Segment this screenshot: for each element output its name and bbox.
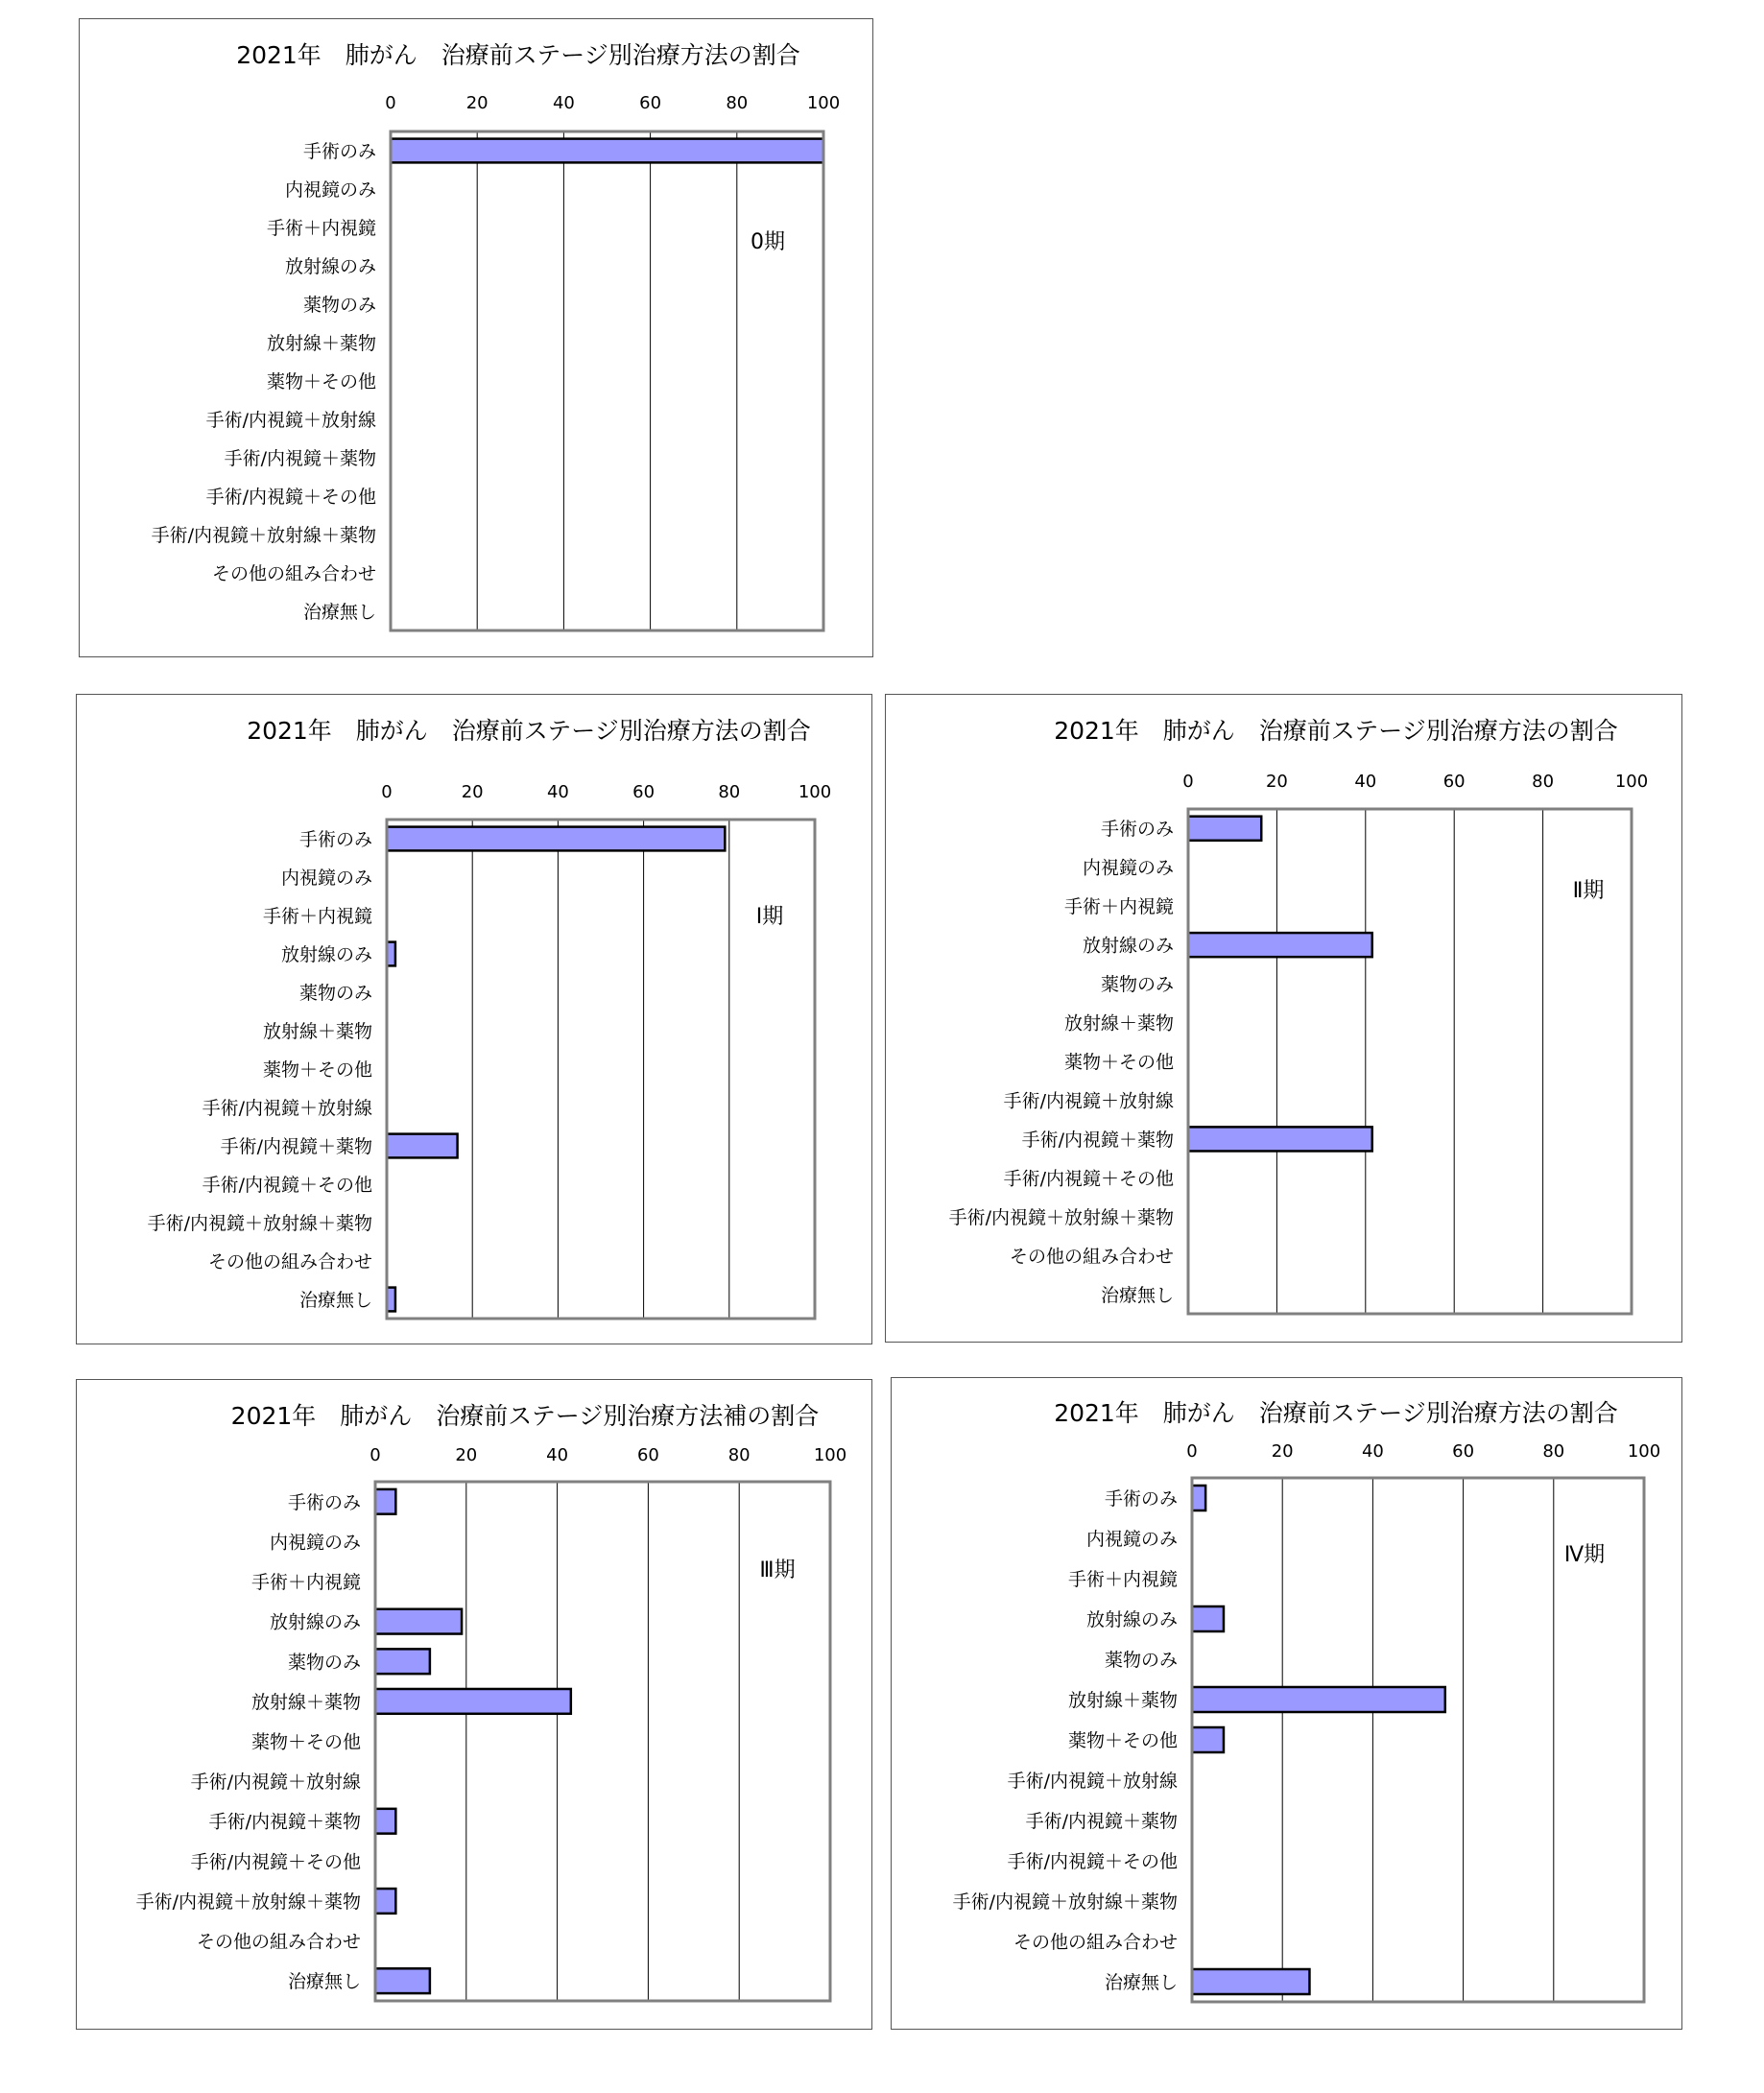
category-label: 手術＋内視鏡 — [262, 906, 372, 927]
x-tick-label: 80 — [1542, 1441, 1565, 1462]
category-label: 手術/内視鏡＋薬物 — [224, 448, 376, 469]
bar — [1188, 1127, 1372, 1151]
stage-label: Ⅲ期 — [759, 1558, 796, 1582]
bar — [375, 1809, 395, 1834]
category-label: 治療無し — [287, 1971, 361, 1993]
category-label: 内視鏡のみ — [1082, 857, 1174, 879]
category-label: 放射線のみ — [1085, 1609, 1178, 1630]
category-label: 内視鏡のみ — [269, 1532, 361, 1554]
chart-3 — [136, 1402, 847, 2001]
x-tick-label: 0 — [1182, 772, 1194, 792]
category-label: 手術のみ — [1100, 819, 1174, 841]
bar — [387, 1134, 458, 1158]
category-label: 手術/内視鏡＋薬物 — [1025, 1811, 1178, 1832]
category-label: 薬物＋その他 — [1067, 1730, 1178, 1751]
chart-title: 2021年 肺がん 治療前ステージ別治療方法の割合 — [236, 41, 800, 69]
bar — [1192, 1969, 1309, 1994]
category-label: その他の組み合わせ — [211, 563, 376, 584]
category-label: 手術のみ — [1104, 1488, 1178, 1510]
category-label: 放射線＋薬物 — [250, 1691, 361, 1713]
chart-0 — [152, 41, 841, 630]
category-label: 手術＋内視鏡 — [266, 218, 376, 239]
x-tick-label: 0 — [385, 93, 396, 113]
category-label: 治療無し — [298, 1290, 372, 1311]
category-label: 薬物のみ — [1100, 974, 1174, 996]
category-label: 手術/内視鏡＋放射線＋薬物 — [952, 1891, 1178, 1913]
category-label: 薬物＋その他 — [1063, 1052, 1174, 1073]
chart-title: 2021年 肺がん 治療前ステージ別治療方法の割合 — [247, 717, 811, 745]
category-label: 手術/内視鏡＋放射線＋薬物 — [147, 1213, 372, 1234]
bar — [1192, 1606, 1224, 1631]
chart-1 — [148, 717, 832, 1319]
category-label: 放射線＋薬物 — [266, 333, 376, 354]
x-tick-label: 60 — [639, 93, 662, 113]
category-label: 手術/内視鏡＋薬物 — [220, 1136, 372, 1157]
bar — [1188, 933, 1372, 957]
x-tick-label: 0 — [369, 1445, 381, 1465]
category-label: 薬物＋その他 — [262, 1059, 372, 1081]
category-label: 手術/内視鏡＋放射線＋薬物 — [135, 1891, 361, 1913]
x-tick-label: 40 — [1354, 772, 1377, 792]
x-tick-label: 100 — [813, 1445, 847, 1465]
category-label: 薬物のみ — [1104, 1650, 1178, 1671]
category-label: その他の組み合わせ — [1009, 1246, 1174, 1268]
category-label: 手術/内視鏡＋その他 — [190, 1851, 361, 1873]
x-tick-label: 100 — [1627, 1441, 1661, 1462]
x-tick-label: 100 — [806, 93, 841, 113]
bar — [375, 1649, 430, 1674]
x-tick-label: 40 — [1361, 1441, 1384, 1462]
x-tick-label: 0 — [381, 782, 393, 802]
category-label: 手術＋内視鏡 — [1067, 1569, 1178, 1590]
chart-title: 2021年 肺がん 治療前ステージ別治療方法の割合 — [1054, 717, 1618, 745]
x-tick-label: 80 — [726, 93, 749, 113]
x-tick-label: 60 — [632, 782, 656, 802]
category-label: 薬物のみ — [298, 983, 372, 1004]
x-tick-label: 60 — [636, 1445, 659, 1465]
bar — [1192, 1687, 1445, 1712]
category-label: 手術のみ — [298, 829, 372, 850]
x-tick-label: 80 — [718, 782, 741, 802]
category-label: 手術＋内視鏡 — [250, 1572, 361, 1594]
category-label: その他の組み合わせ — [196, 1931, 361, 1953]
stage-label: 0期 — [751, 230, 785, 254]
x-tick-label: 0 — [1186, 1441, 1198, 1462]
bar — [1192, 1727, 1224, 1752]
stage-label: Ⅱ期 — [1572, 879, 1605, 903]
category-label: 手術/内視鏡＋放射線＋薬物 — [151, 525, 376, 546]
category-label: 手術/内視鏡＋その他 — [1007, 1851, 1178, 1872]
bar — [375, 1689, 571, 1714]
plot-frame — [391, 131, 823, 630]
category-label: 薬物＋その他 — [250, 1731, 361, 1753]
category-label: 薬物のみ — [287, 1652, 361, 1674]
bar — [391, 139, 823, 163]
chart-2 — [949, 717, 1649, 1314]
stage-label: Ⅳ期 — [1563, 1543, 1606, 1567]
category-label: 手術/内視鏡＋放射線＋薬物 — [948, 1206, 1174, 1228]
x-tick-label: 80 — [1532, 772, 1555, 792]
bar — [375, 1889, 395, 1914]
category-label: 手術のみ — [302, 141, 376, 162]
category-label: 薬物のみ — [302, 295, 376, 316]
x-tick-label: 40 — [552, 93, 575, 113]
category-label: その他の組み合わせ — [207, 1251, 372, 1272]
stage-label: Ⅰ期 — [755, 905, 784, 929]
x-tick-label: 20 — [461, 782, 484, 802]
chart-4 — [953, 1399, 1661, 2002]
category-label: 手術/内視鏡＋薬物 — [1021, 1129, 1174, 1151]
category-label: 手術/内視鏡＋放射線 — [190, 1772, 361, 1794]
bar — [387, 827, 725, 851]
bar — [375, 1489, 395, 1514]
bar — [1192, 1486, 1205, 1510]
category-label: 手術/内視鏡＋その他 — [205, 487, 376, 508]
category-label: 薬物＋その他 — [266, 371, 376, 392]
category-label: 手術のみ — [287, 1491, 361, 1513]
category-label: 手術/内視鏡＋その他 — [1003, 1168, 1174, 1190]
x-tick-label: 60 — [1452, 1441, 1475, 1462]
category-label: 手術/内視鏡＋放射線 — [1003, 1090, 1174, 1112]
x-tick-label: 100 — [1614, 772, 1649, 792]
x-tick-label: 20 — [1265, 772, 1288, 792]
category-label: 手術＋内視鏡 — [1063, 896, 1174, 918]
category-label: 放射線のみ — [269, 1611, 361, 1633]
x-tick-label: 40 — [546, 1445, 569, 1465]
chart-title: 2021年 肺がん 治療前ステージ別治療方法補の割合 — [230, 1402, 820, 1430]
category-label: 放射線＋薬物 — [1063, 1012, 1174, 1035]
x-tick-label: 80 — [727, 1445, 751, 1465]
bar — [375, 1609, 462, 1634]
chart-title: 2021年 肺がん 治療前ステージ別治療方法の割合 — [1054, 1399, 1618, 1427]
x-tick-label: 40 — [546, 782, 569, 802]
category-label: 手術/内視鏡＋放射線 — [1007, 1771, 1178, 1792]
category-label: 手術/内視鏡＋放射線 — [202, 1098, 372, 1119]
category-label: 内視鏡のみ — [284, 179, 376, 201]
x-tick-label: 20 — [465, 93, 489, 113]
category-label: 放射線＋薬物 — [1067, 1690, 1178, 1711]
category-label: 治療無し — [1100, 1284, 1174, 1306]
x-tick-label: 20 — [1271, 1441, 1294, 1462]
category-label: 治療無し — [302, 602, 376, 623]
category-label: 手術/内視鏡＋薬物 — [208, 1811, 361, 1833]
category-label: 内視鏡のみ — [1085, 1529, 1178, 1550]
plot-frame — [1188, 809, 1632, 1314]
bar — [375, 1968, 430, 1993]
plot-frame — [387, 820, 815, 1319]
x-tick-label: 100 — [798, 782, 832, 802]
category-label: 放射線のみ — [1082, 935, 1174, 957]
category-label: 手術/内視鏡＋放射線 — [205, 410, 376, 431]
category-label: 治療無し — [1104, 1972, 1178, 1993]
category-label: 内視鏡のみ — [280, 868, 372, 889]
category-label: 放射線＋薬物 — [262, 1021, 372, 1042]
bar — [1188, 817, 1261, 841]
category-label: 放射線のみ — [280, 944, 372, 965]
category-label: 放射線のみ — [284, 256, 376, 277]
category-label: その他の組み合わせ — [1013, 1932, 1178, 1953]
x-tick-label: 20 — [455, 1445, 478, 1465]
x-tick-label: 60 — [1442, 772, 1466, 792]
category-label: 手術/内視鏡＋その他 — [202, 1175, 372, 1196]
